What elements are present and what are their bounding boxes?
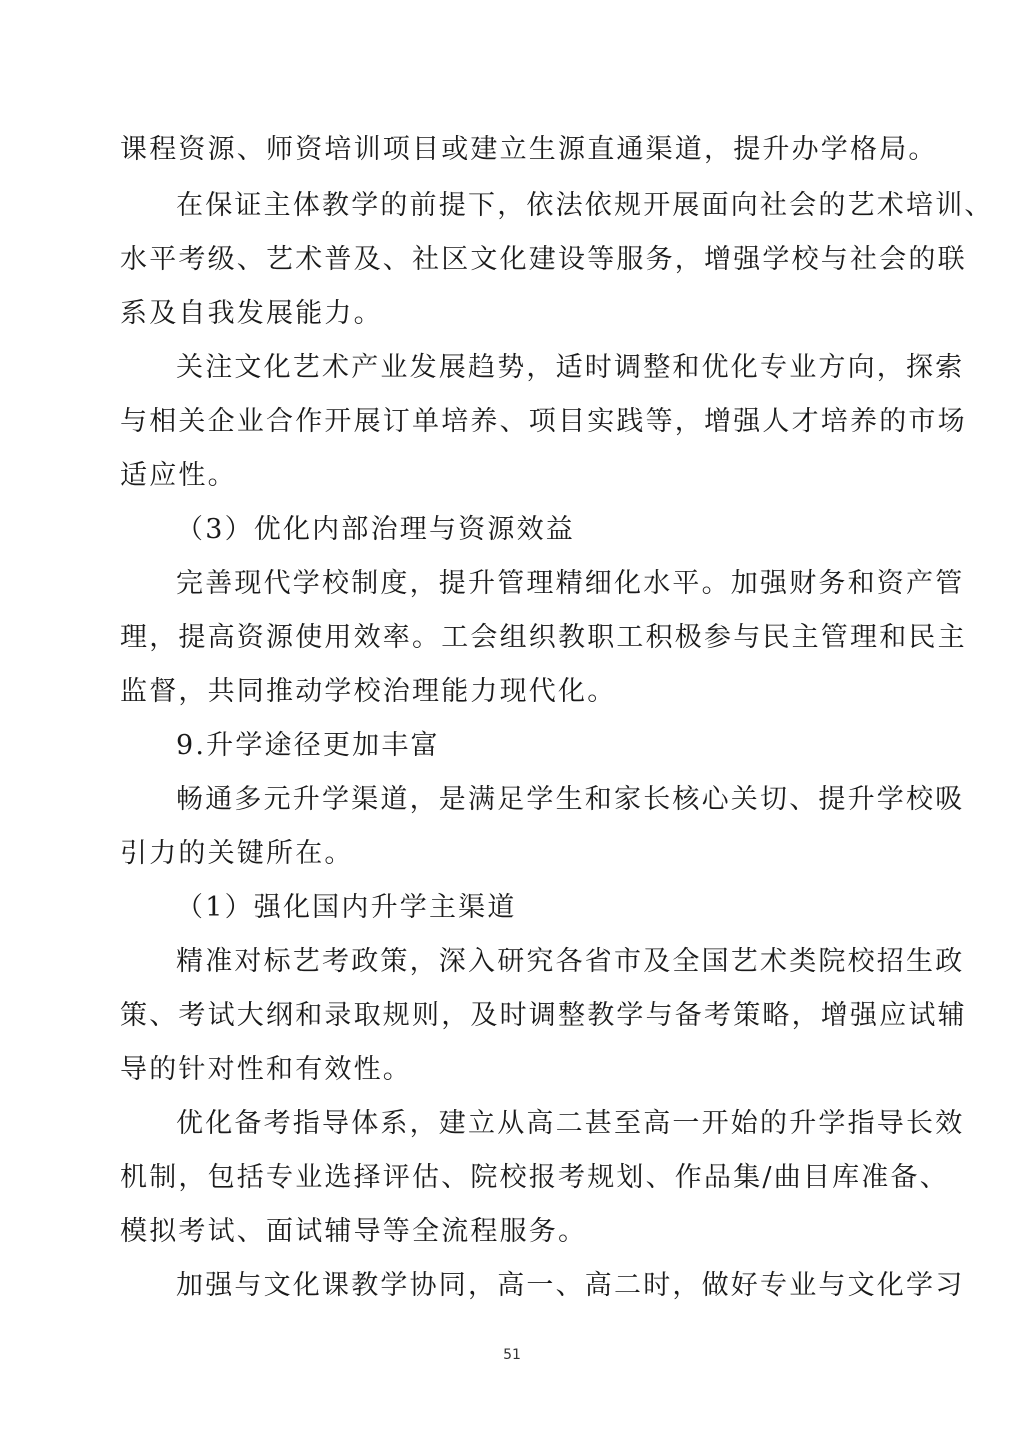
text-line: 导的针对性和有效性。 [120, 1054, 412, 1085]
text-line: 畅通多元升学渠道，是满足学生和家长核心关切、提升学校吸 [176, 784, 965, 815]
text-line: 关注文化艺术产业发展趋势，适时调整和优化专业方向，探索 [176, 352, 965, 383]
section-heading: （1）强化国内升学主渠道 [176, 892, 517, 923]
text-line: 课程资源、师资培训项目或建立生源直通渠道，提升办学格局。 [120, 134, 938, 165]
text-line: 在保证主体教学的前提下，依法依规开展面向社会的艺术培训、 [176, 190, 994, 221]
text-line: 引力的关键所在。 [120, 838, 354, 869]
text-line: 与相关企业合作开展订单培养、项目实践等，增强人才培养的市场 [120, 406, 967, 437]
text-line: 策、考试大纲和录取规则，及时调整教学与备考策略，增强应试辅 [120, 1000, 967, 1031]
text-line: 精准对标艺考政策，深入研究各省市及全国艺术类院校招生政 [176, 946, 965, 977]
text-line: 优化备考指导体系，建立从高二甚至高一开始的升学指导长效 [176, 1108, 965, 1139]
page-number: 51 [503, 1347, 521, 1363]
text-line: 水平考级、艺术普及、社区文化建设等服务，增强学校与社会的联 [120, 244, 967, 275]
text-line: 适应性。 [120, 460, 237, 491]
text-line: 加强与文化课教学协同，高一、高二时，做好专业与文化学习 [176, 1270, 965, 1301]
section-heading: 9.升学途径更加丰富 [176, 730, 440, 761]
text-line: 模拟考试、面试辅导等全流程服务。 [120, 1216, 588, 1247]
text-line: 机制，包括专业选择评估、院校报考规划、作品集/曲目库准备、 [120, 1162, 949, 1193]
text-line: 监督，共同推动学校治理能力现代化。 [120, 676, 617, 707]
text-line: 完善现代学校制度，提升管理精细化水平。加强财务和资产管 [176, 568, 965, 599]
section-heading: （3）优化内部治理与资源效益 [176, 514, 575, 545]
text-line: 理，提高资源使用效率。工会组织教职工积极参与民主管理和民主 [120, 622, 967, 653]
text-line: 系及自我发展能力。 [120, 298, 383, 329]
